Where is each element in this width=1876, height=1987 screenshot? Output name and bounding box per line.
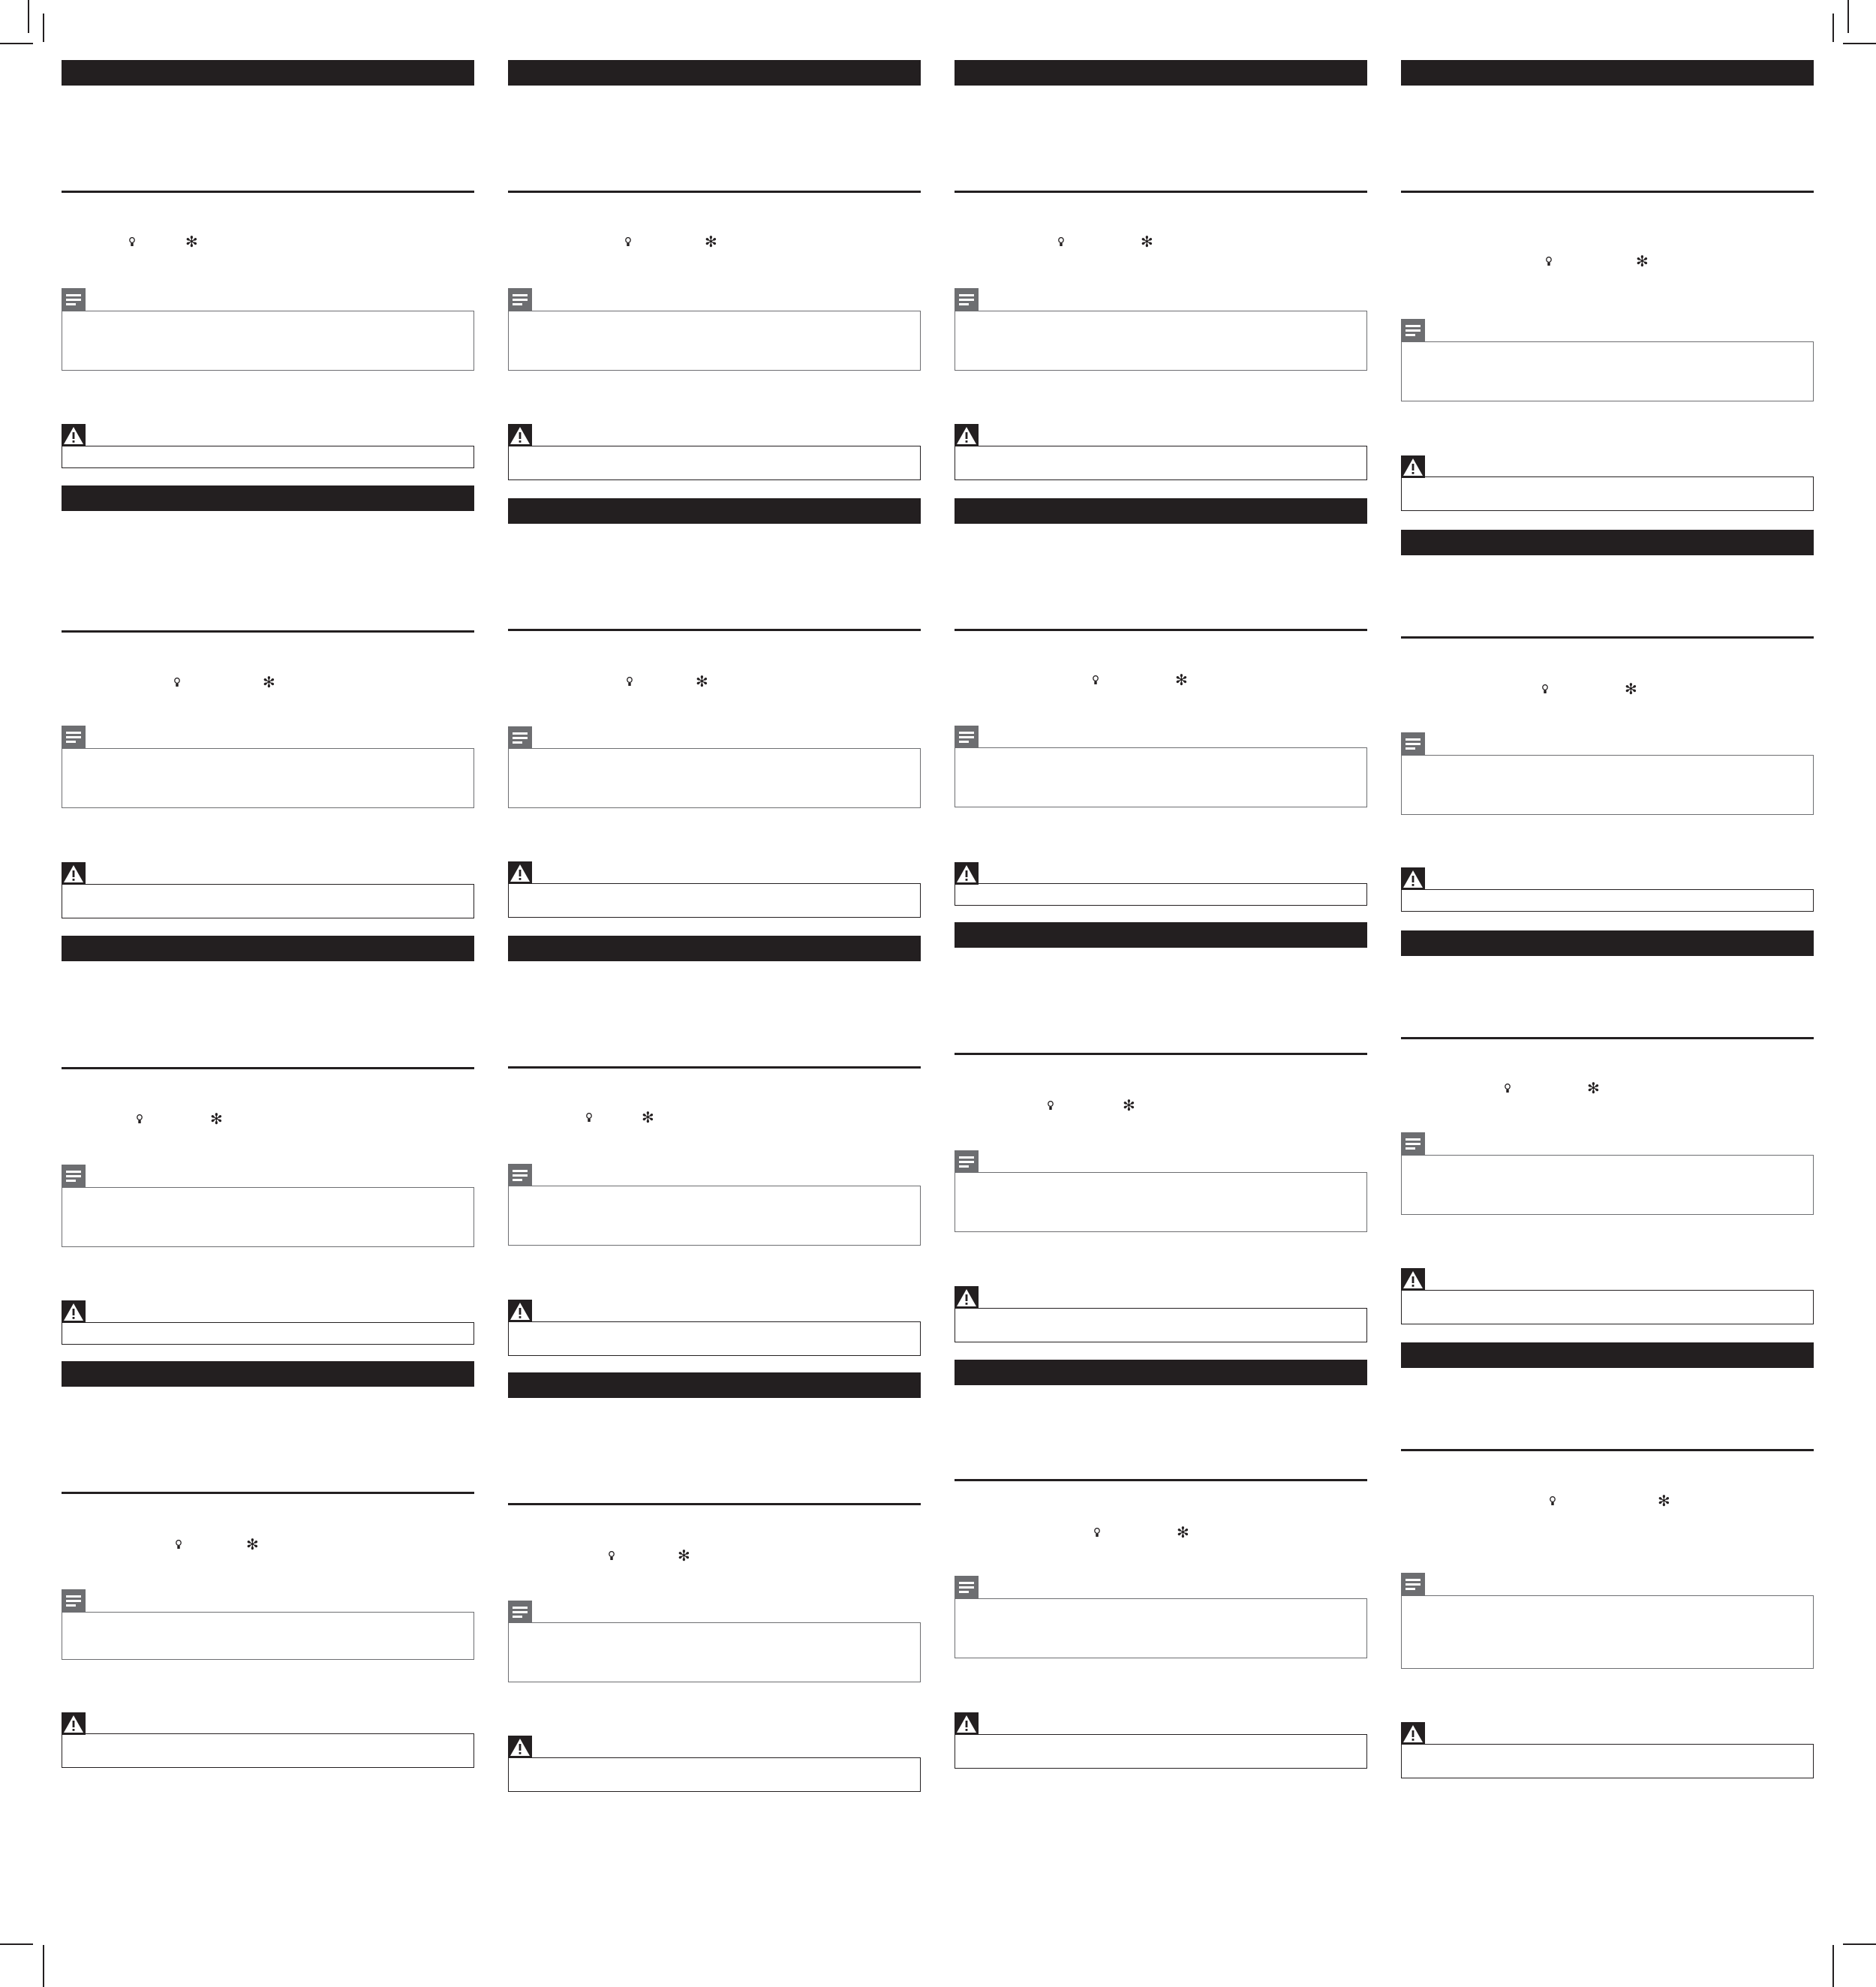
- warning-triangle-icon: [955, 1286, 979, 1309]
- note-box: [1401, 1155, 1814, 1215]
- note-icon: [1401, 1132, 1425, 1155]
- warning-box: [62, 446, 474, 468]
- warning-box: [955, 883, 1367, 906]
- note-icon: [62, 1165, 86, 1187]
- crop-mark-bottom-right-v: [1832, 1945, 1834, 1987]
- note-icon: [1401, 319, 1425, 341]
- section-header-bar: [508, 60, 921, 86]
- crop-mark-bottom-right-h: [1843, 1943, 1876, 1945]
- warning-triangle-icon: [62, 1712, 86, 1735]
- snowflake-star-icon: ✻: [185, 233, 198, 251]
- warning-triangle-icon: [62, 424, 86, 446]
- column-4: [1401, 0, 1814, 1987]
- warning-triangle-icon: [508, 861, 532, 884]
- warning-box: [955, 1308, 1367, 1342]
- note-icon: [62, 1589, 86, 1612]
- warning-triangle-icon: [1401, 1722, 1425, 1745]
- column-3: [955, 0, 1367, 1987]
- warning-triangle-icon: [508, 1300, 532, 1322]
- snowflake-star-icon: ✻: [696, 672, 708, 690]
- crop-mark-top-right-v1: [1832, 14, 1834, 42]
- snowflake-star-icon: ✻: [1625, 680, 1637, 698]
- section-rule: [955, 1479, 1367, 1481]
- section-header-bar: [955, 498, 1367, 524]
- note-box: [1401, 1595, 1814, 1669]
- section-header-bar: [955, 1360, 1367, 1385]
- light-bulb-icon: [1094, 1528, 1100, 1538]
- section-header-bar: [62, 485, 474, 511]
- section-header-bar: [1401, 1342, 1814, 1368]
- note-box: [62, 1187, 474, 1247]
- warning-box: [955, 446, 1367, 480]
- warning-box: [1401, 1290, 1814, 1324]
- snowflake-star-icon: ✻: [1123, 1096, 1135, 1114]
- warning-triangle-icon: [1401, 1268, 1425, 1291]
- section-rule: [955, 1053, 1367, 1055]
- crop-mark-top-right-v2: [1847, 0, 1849, 33]
- warning-triangle-icon: [62, 1300, 86, 1323]
- section-header-bar: [955, 60, 1367, 86]
- section-header-bar: [1401, 530, 1814, 555]
- section-rule: [508, 191, 921, 193]
- note-box: [508, 1186, 921, 1246]
- warning-triangle-icon: [1401, 455, 1425, 478]
- warning-box: [508, 446, 921, 480]
- note-icon: [508, 1601, 532, 1623]
- warning-triangle-icon: [955, 862, 979, 885]
- light-bulb-icon: [586, 1113, 592, 1123]
- section-header-bar: [62, 60, 474, 86]
- warning-box: [508, 1321, 921, 1356]
- section-header-bar: [1401, 930, 1814, 956]
- note-box: [1401, 755, 1814, 815]
- warning-triangle-icon: [62, 862, 86, 885]
- light-bulb-icon: [1546, 257, 1552, 266]
- note-icon: [1401, 732, 1425, 755]
- warning-triangle-icon: [955, 424, 979, 446]
- section-header-bar: [508, 1372, 921, 1398]
- snowflake-star-icon: ✻: [642, 1108, 654, 1126]
- section-rule: [955, 629, 1367, 631]
- light-bulb-icon: [625, 237, 631, 247]
- section-rule: [1401, 1449, 1814, 1451]
- crop-mark-top-left-v1: [28, 0, 29, 33]
- light-bulb-icon: [137, 1114, 143, 1124]
- column-1: [62, 0, 474, 1987]
- crop-mark-top-left-h: [0, 43, 33, 44]
- snowflake-star-icon: ✻: [1177, 1523, 1189, 1541]
- section-rule: [62, 191, 474, 193]
- note-icon: [62, 288, 86, 311]
- crop-mark-top-right-h: [1843, 43, 1876, 44]
- light-bulb-icon: [176, 1540, 182, 1550]
- snowflake-star-icon: ✻: [246, 1535, 259, 1553]
- note-box: [955, 1598, 1367, 1658]
- warning-box: [62, 884, 474, 918]
- note-icon: [955, 288, 979, 311]
- section-header-bar: [62, 936, 474, 961]
- note-icon: [62, 726, 86, 748]
- warning-triangle-icon: [508, 424, 532, 446]
- note-icon: [955, 1576, 979, 1598]
- snowflake-star-icon: ✻: [263, 673, 275, 691]
- snowflake-star-icon: ✻: [1587, 1079, 1600, 1097]
- light-bulb-icon: [1058, 237, 1064, 247]
- note-box: [955, 311, 1367, 371]
- snowflake-star-icon: ✻: [678, 1547, 690, 1565]
- section-rule: [62, 630, 474, 633]
- warning-box: [955, 1734, 1367, 1769]
- snowflake-star-icon: ✻: [1141, 233, 1153, 251]
- warning-triangle-icon: [955, 1712, 979, 1735]
- section-rule: [1401, 191, 1814, 193]
- light-bulb-icon: [1048, 1101, 1054, 1111]
- light-bulb-icon: [1542, 684, 1548, 694]
- light-bulb-icon: [1093, 675, 1099, 685]
- snowflake-star-icon: ✻: [705, 233, 717, 251]
- note-box: [62, 748, 474, 808]
- note-box: [508, 748, 921, 808]
- warning-box: [1401, 476, 1814, 511]
- section-rule: [1401, 1037, 1814, 1039]
- section-rule: [62, 1492, 474, 1494]
- warning-triangle-icon: [508, 1736, 532, 1758]
- warning-box: [1401, 889, 1814, 912]
- section-rule: [955, 191, 1367, 193]
- note-box: [62, 311, 474, 371]
- section-header-bar: [508, 498, 921, 524]
- note-box: [955, 747, 1367, 807]
- light-bulb-icon: [609, 1551, 615, 1561]
- section-rule: [1401, 636, 1814, 639]
- light-bulb-icon: [174, 678, 180, 687]
- note-icon: [955, 726, 979, 748]
- warning-box: [1401, 1744, 1814, 1778]
- note-box: [62, 1612, 474, 1660]
- note-box: [955, 1172, 1367, 1232]
- warning-box: [508, 1757, 921, 1792]
- note-box: [1401, 341, 1814, 401]
- section-rule: [508, 629, 921, 631]
- snowflake-star-icon: ✻: [1175, 671, 1188, 689]
- warning-box: [62, 1322, 474, 1345]
- section-rule: [62, 1067, 474, 1069]
- warning-triangle-icon: [1401, 867, 1425, 890]
- note-box: [508, 1622, 921, 1682]
- section-header-bar: [955, 922, 1367, 948]
- light-bulb-icon: [627, 677, 633, 687]
- section-header-bar: [508, 936, 921, 961]
- snowflake-star-icon: ✻: [1658, 1492, 1670, 1510]
- note-icon: [955, 1150, 979, 1173]
- warning-box: [508, 883, 921, 918]
- note-icon: [1401, 1573, 1425, 1595]
- note-icon: [508, 288, 532, 311]
- crop-mark-top-left-v2: [43, 14, 44, 42]
- snowflake-star-icon: ✻: [210, 1110, 223, 1128]
- note-box: [508, 311, 921, 371]
- section-rule: [508, 1066, 921, 1069]
- note-icon: [508, 726, 532, 749]
- column-2: [508, 0, 921, 1987]
- light-bulb-icon: [1550, 1496, 1556, 1506]
- light-bulb-icon: [1505, 1084, 1511, 1093]
- section-rule: [508, 1503, 921, 1505]
- section-header-bar: [1401, 60, 1814, 86]
- crop-mark-bottom-left-h: [0, 1943, 33, 1945]
- crop-mark-bottom-left-v: [43, 1945, 44, 1987]
- section-header-bar: [62, 1361, 474, 1387]
- snowflake-star-icon: ✻: [1636, 252, 1649, 270]
- light-bulb-icon: [129, 237, 135, 247]
- warning-box: [62, 1733, 474, 1768]
- note-icon: [508, 1164, 532, 1186]
